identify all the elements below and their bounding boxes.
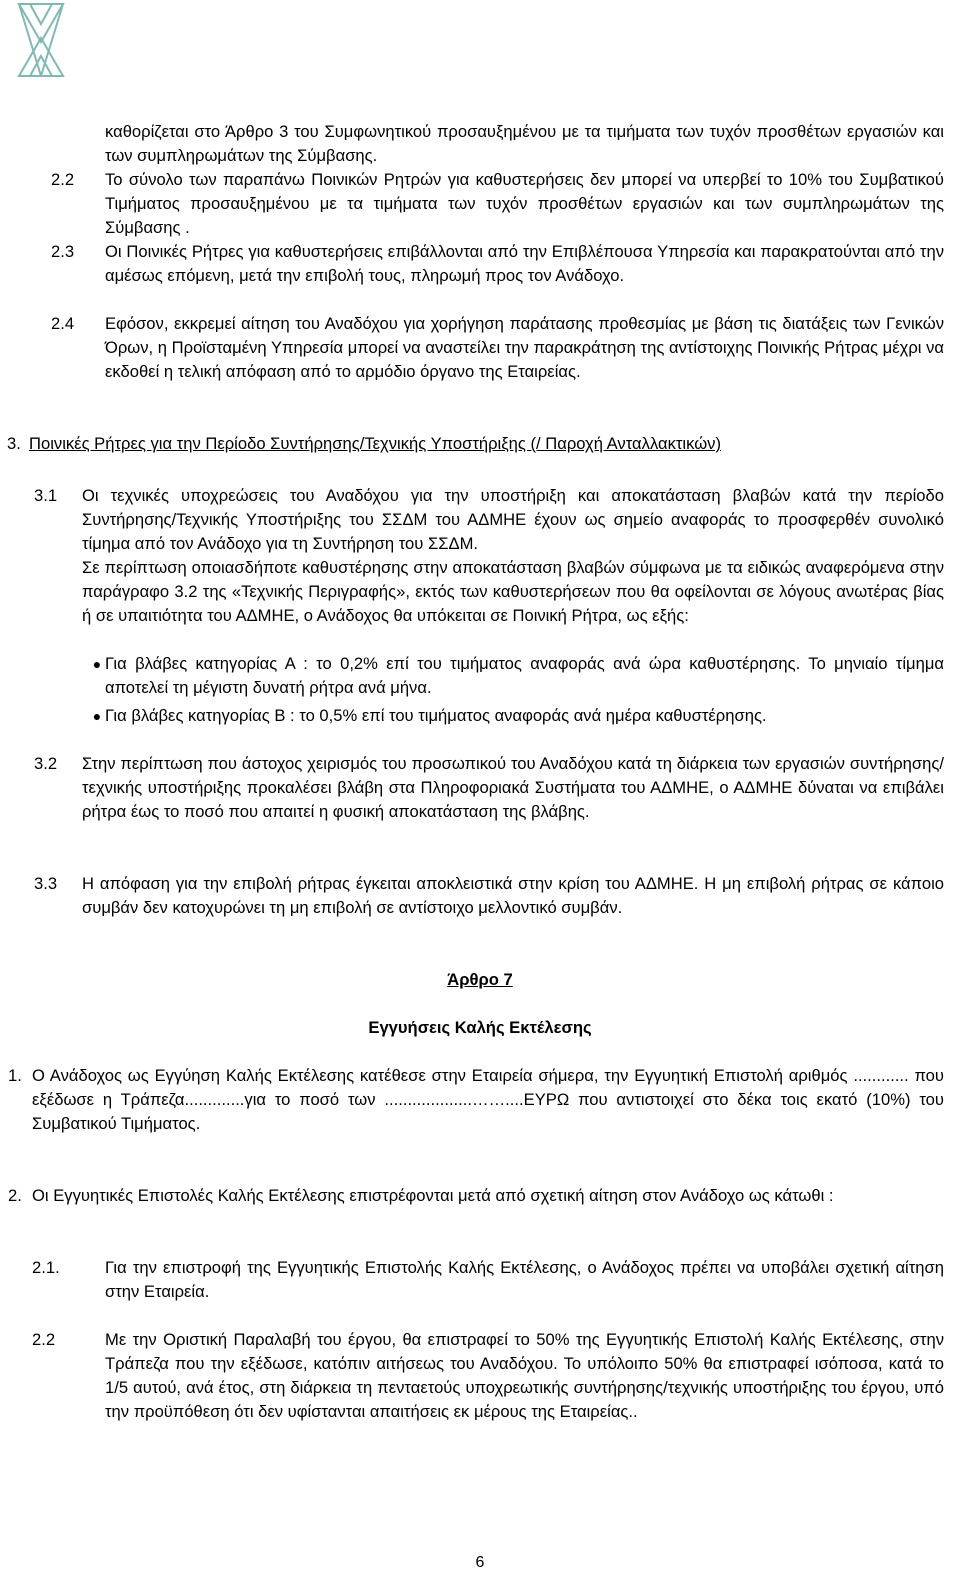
bullet-icon: ● (92, 656, 102, 672)
section-number: 2. (8, 1186, 22, 1205)
bullet-icon: ● (92, 708, 102, 724)
section-paragraph: Με την Οριστική Παραλαβή του έργου, θα επιστραφεί το 50% της Εγγυητικής Επιστολή Καλής Εκτέλεσης, στην Τράπεζα που την εξέδωσε, κατόπιν αιτήσεως του Αναδόχου. Το υπόλοιπο 50% θα επιστραφεί ισόποσα, κατά το 1/5 αυτού, ανά έτος, στη διάρκεια τη πενταετούς υποχρεωτικής συντήρησης/τεχνικής υποστήριξης του έργου, υπό την προϋπόθεση ότι δεν υφίστανται απαιτήσεις εκ μέρους της Εταιρείας.. (105, 1330, 944, 1421)
section-number: 1. (8, 1066, 22, 1085)
section-number: 2.3 (51, 242, 75, 261)
section-paragraph: Η απόφαση για την επιβολή ρήτρας έγκειται αποκλειστικά στην κρίση του ΑΔΜΗΕ. Η μη επιβολή ρήτρας σε κάποιο συμβάν δεν κατοχυρώνει τη μη επιβολή σε αντίστοιχο μελλοντικό συμβάν. (82, 874, 944, 917)
section-paragraph: Το σύνολο των παραπάνω Ποινικών Ρητρών για καθυστερήσεις δεν μπορεί να υπερβεί το 10% του Συμβατικού Τιμήματος προσαυξημένου με τα τιμήματα των τυχόν προσθέτων εργασιών και των συμπληρωμάτων της Σύμβασης . (105, 170, 944, 237)
triangle-logo-icon (16, 2, 66, 78)
article-subheading: Εγγυήσεις Καλής Εκτέλεσης (368, 1018, 592, 1037)
section-number: 3.1 (34, 486, 58, 505)
section-paragraph: Οι Ποινικές Ρήτρες για καθυστερήσεις επιβάλλονται από την Επιβλέπουσα Υπηρεσία και παρακρατούνται από την αμέσως επόμενη, μετά την επιβολή τους, πληρωμή προς τον Ανάδοχο. (105, 242, 944, 285)
section-paragraph: Για την επιστροφή της Εγγυητικής Επιστολής Καλής Εκτέλεσης, ο Ανάδοχος πρέπει να υποβάλει σχετική αίτηση στην Εταιρεία. (105, 1258, 944, 1301)
list-item: Για βλάβες κατηγορίας Α : το 0,2% επί του τιμήματος αναφοράς ανά ώρα καθυστέρησης. Το μηνιαίο τίμημα αποτελεί τη μέγιστη δυνατή ρήτρα ανά μήνα. (105, 654, 944, 697)
section-number: 2.4 (51, 314, 75, 333)
list-item: Για βλάβες κατηγορίας Β : το 0,5% επί του τιμήματος αναφοράς ανά ημέρα καθυστέρησης. (105, 706, 767, 725)
section-paragraph: Οι Εγγυητικές Επιστολές Καλής Εκτέλεσης επιστρέφονται μετά από σχετική αίτηση στον Ανάδοχο ως κάτωθι : (32, 1186, 834, 1205)
section-number: 3.3 (34, 874, 58, 893)
section-paragraph: Στην περίπτωση που άστοχος χειρισμός του προσωπικού του Αναδόχου κατά τη διάρκεια των εργασιών συντήρησης/τεχνικής υποστήριξης προκαλέσει βλάβη στα Πληροφοριακά Συστήματα του ΑΔΜΗΕ, ο ΑΔΜΗΕ δύναται να επιβάλει ρήτρα έως το ποσό που απαιτεί η φυσική αποκατάσταση της βλάβης. (82, 754, 944, 821)
section-paragraph: Εφόσον, εκκρεμεί αίτηση του Αναδόχου για χορήγηση παράτασης προθεσμίας με βάση τις διατάξεις των Γενικών Όρων, η Προϊσταμένη Υπηρεσία μπορεί να αναστείλει την παρακράτηση της αντίστοιχης Ποινικής Ρήτρας μέχρι να εκδοθεί η τελική απόφαση από το αρμόδιο όργανο της Εταιρείας. (105, 314, 944, 381)
section-paragraph: Σε περίπτωση οποιασδήποτε καθυστέρησης στην αποκατάσταση βλαβών σύμφωνα με τα ειδικώς αναφερόμενα στην παράγραφο 3.2 της «Τεχνικής Περιγραφής», εκτός των καθυστερήσεων που θα οφείλονται σε λόγους ανωτέρας βίας ή σε υπαιτιότητα του ΑΔΜΗΕ, ο Ανάδοχος θα υπόκειται σε Ποινική Ρήτρα, ως εξής: (82, 558, 944, 625)
article-heading: Άρθρο 7 (447, 970, 513, 989)
section-heading-title: Ποινικές Ρήτρες για την Περίοδο Συντήρησης/Τεχνικής Υποστήριξης (/ Παροχή Ανταλλακτικών) (29, 434, 721, 453)
section-number: 2.2 (32, 1330, 56, 1349)
section-number: 3.2 (34, 754, 58, 773)
section-number: 2.2 (51, 170, 75, 189)
section-number: 2.1. (32, 1258, 60, 1277)
section-paragraph: Οι τεχνικές υποχρεώσεις του Αναδόχου για την υποστήριξη και αποκατάσταση βλαβών κατά την περίοδο Συντήρησης/Τεχνικής Υποστήριξης του ΣΣΔΜ του ΑΔΜΗΕ έχουν ως σημείο αναφοράς το προσφερθέν συνολικό τίμημα από τον Ανάδοχο για τη Συντήρηση του ΣΣΔΜ. (82, 486, 944, 553)
continuation-paragraph: καθορίζεται στο Άρθρο 3 του Συμφωνητικού προσαυξημένου με τα τιμήματα των τυχόν προσθέτων εργασιών και των συμπληρωμάτων της Σύμβασης. (105, 122, 944, 165)
section-heading-number: 3. (7, 434, 21, 453)
section-paragraph: Ο Ανάδοχος ως Εγγύηση Καλής Εκτέλεσης κατέθεσε στην Εταιρεία σήμερα, την Εγγυητική Επιστολή αριθμός ............ που εξέδωσε η Τράπεζα.............για το ποσό των ...................……....ΕΥΡΩ που αντιστοιχεί στο δέκα τοις εκατό (10%) του Συμβατικού Τιμήματος. (32, 1066, 944, 1133)
page-number: 6 (475, 1554, 485, 1571)
